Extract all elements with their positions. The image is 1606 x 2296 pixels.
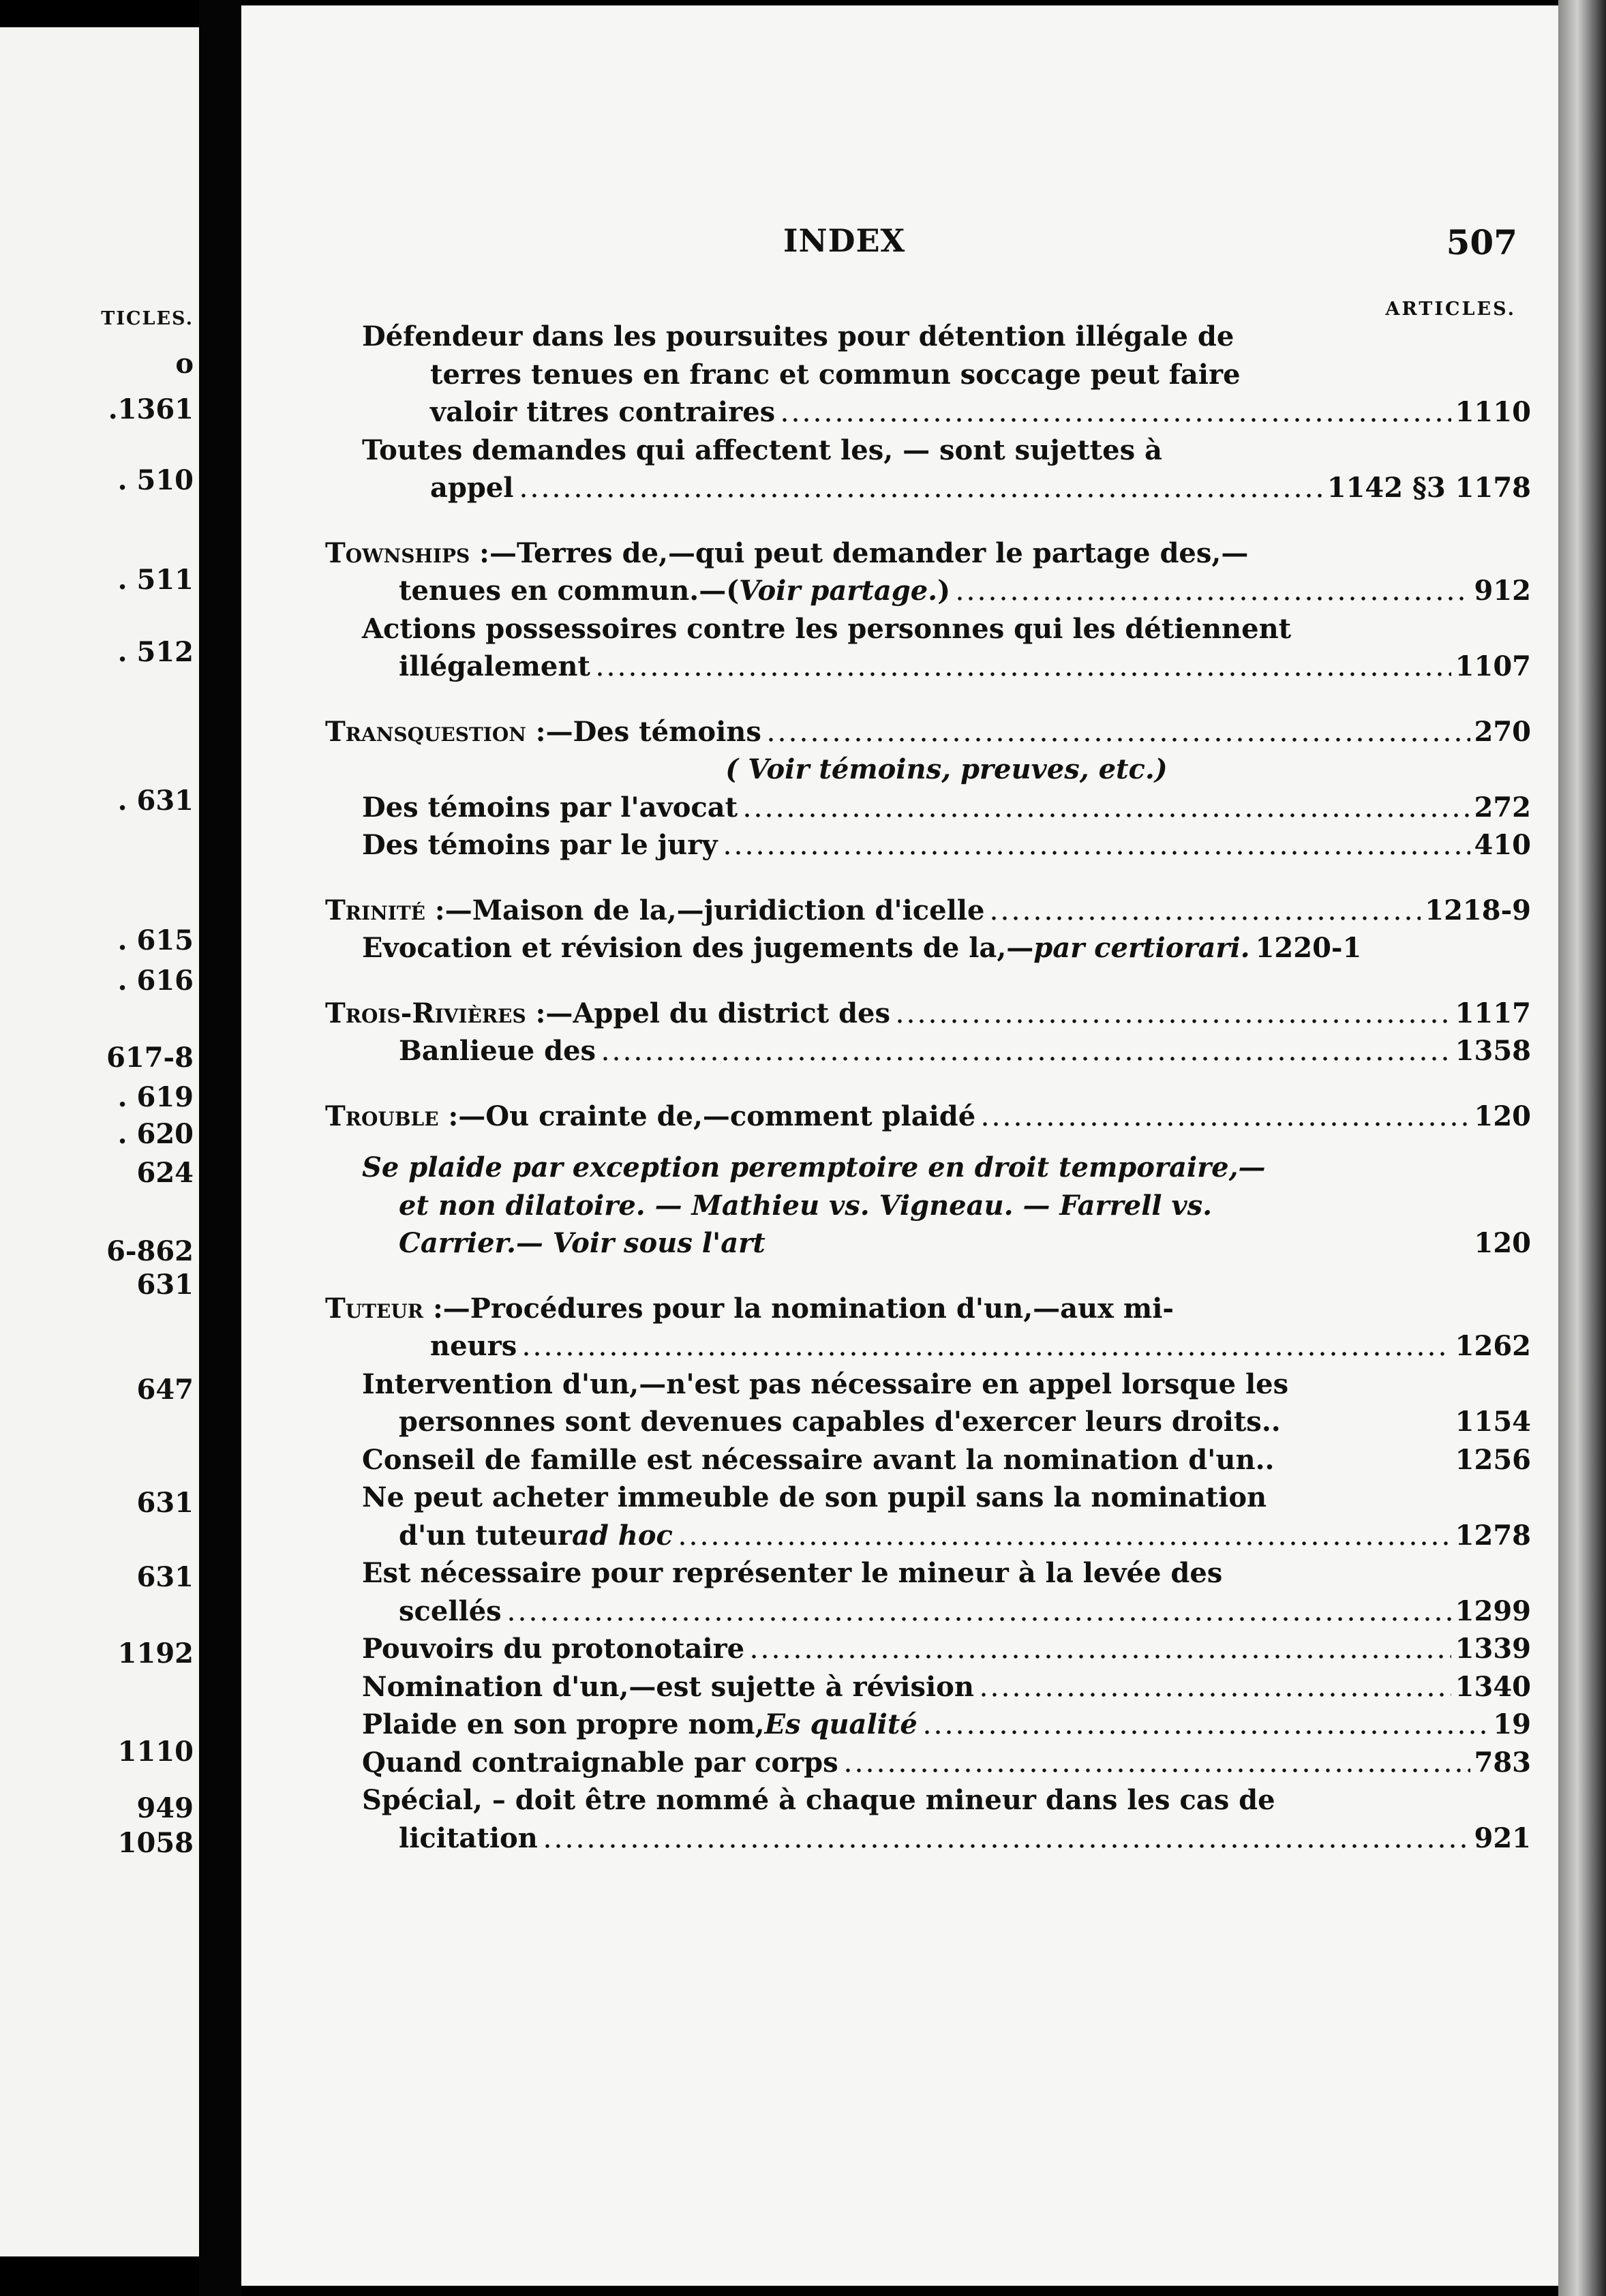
entry-text: appel xyxy=(430,472,514,504)
entry-text: Quand contraignable par corps xyxy=(362,1746,838,1779)
entry-text: neurs xyxy=(430,1330,517,1362)
entry-text: Pouvoirs du protonotaire xyxy=(362,1633,745,1665)
facing-page-number: . 510 xyxy=(117,464,194,496)
index-line xyxy=(362,610,1531,648)
leader-dots xyxy=(600,1036,1451,1063)
leader-dots xyxy=(980,1101,1470,1128)
article-number: 1218-9 xyxy=(1425,894,1531,926)
leader-dots xyxy=(742,792,1470,819)
index-line xyxy=(362,1187,1531,1225)
index-line xyxy=(362,1032,1531,1070)
index-line xyxy=(362,1149,1531,1187)
index-line xyxy=(362,1403,1531,1441)
cross-reference: Voir partage. xyxy=(739,575,938,607)
index-line xyxy=(325,995,1531,1033)
entry-text: Ne peut acheter immeuble de son pupil sans la nomination xyxy=(362,1481,1267,1513)
entry-text: Es qualité xyxy=(764,1708,918,1740)
entry-text: valoir titres contraires xyxy=(430,396,776,428)
article-number: 1358 xyxy=(1455,1035,1531,1067)
article-number: 270 xyxy=(1474,715,1531,748)
entry-text: —Des témoins xyxy=(545,715,761,748)
facing-page-number: .1361 xyxy=(108,393,194,425)
facing-page-number: 631 xyxy=(136,1561,194,1593)
entry-text: terres tenues en franc et commun soccage peut faire xyxy=(430,358,1241,391)
entry-heading: Transquestion : xyxy=(325,715,546,748)
entry-text: et non dilatoire. — Mathieu vs. Vigneau. — Farrell vs. xyxy=(399,1189,1213,1222)
index-line xyxy=(325,713,1531,751)
facing-page-number: 617-8 xyxy=(106,1042,194,1074)
entry-text: —Maison de la,—juridiction d'icelle xyxy=(444,894,985,926)
leader-dots xyxy=(521,1331,1451,1358)
index-line xyxy=(362,1517,1531,1555)
index-line xyxy=(362,1224,1531,1263)
entry-heading: Trois-Rivières : xyxy=(325,997,546,1029)
index-line xyxy=(362,572,1531,610)
entry-heading: Trouble : xyxy=(325,1100,459,1132)
index-line xyxy=(362,1441,1531,1479)
entry-text: Spécial, – doit être nommé à chaque mineur dans les cas de xyxy=(362,1784,1275,1816)
article-number: 1340 xyxy=(1455,1670,1531,1703)
index-line xyxy=(362,432,1531,470)
entry-text: Défendeur dans les poursuites pour détention illégale de xyxy=(362,320,1234,352)
leader-dots xyxy=(779,397,1451,424)
leader-dots xyxy=(922,1709,1489,1736)
index-page xyxy=(241,5,1558,2286)
entry-text: ) xyxy=(937,575,951,607)
entry-text: Est nécessaire pour représenter le mineur à la levée des xyxy=(362,1557,1223,1589)
article-number: 1154 xyxy=(1455,1406,1531,1438)
leader-dots xyxy=(506,1596,1451,1623)
index-line xyxy=(362,356,1531,394)
facing-page-number: 1110 xyxy=(117,1736,194,1768)
entry-text: licitation xyxy=(399,1822,538,1854)
index-line xyxy=(325,1098,1531,1136)
leader-dots xyxy=(542,1823,1470,1850)
entry-text: d'un tuteur xyxy=(399,1519,572,1552)
index-line xyxy=(325,1290,1531,1328)
entry-text: tenues en commun.—( xyxy=(399,575,740,607)
entry-text: Actions possessoires contre les personnes qui les détiennent xyxy=(362,612,1292,645)
leader-dots xyxy=(722,830,1470,857)
entry-text: par certiorari. xyxy=(1033,932,1250,964)
index-line xyxy=(362,1744,1531,1782)
index-line xyxy=(325,534,1531,573)
article-number: 1262 xyxy=(1455,1330,1531,1362)
facing-page-number: 631 xyxy=(136,1269,194,1301)
leader-dots xyxy=(766,716,1470,744)
index-line xyxy=(362,929,1531,967)
entry-text: Toutes demandes qui affectent les, — sont sujettes à xyxy=(362,434,1162,466)
leader-dots xyxy=(894,998,1451,1025)
index-line xyxy=(362,1630,1531,1668)
facing-page-number: . 620 xyxy=(117,1118,194,1150)
facing-page-number: o xyxy=(175,348,194,380)
leader-dots xyxy=(978,1672,1451,1699)
index-line xyxy=(325,892,1531,930)
running-title: INDEX xyxy=(783,222,906,259)
leader-dots xyxy=(988,895,1421,922)
entry-text: Nomination d'un,—est sujette à révision xyxy=(362,1670,974,1703)
leader-dots xyxy=(748,1633,1451,1661)
leader-dots xyxy=(594,651,1451,678)
entry-text: —Ou crainte de,—comment plaidé xyxy=(458,1100,976,1132)
facing-page-number: 624 xyxy=(136,1157,194,1189)
article-number: 410 xyxy=(1474,829,1531,861)
article-number: 19 xyxy=(1493,1708,1531,1740)
entry-text: —Terres de,—qui peut demander le partage des,— xyxy=(489,537,1249,569)
entry-text: —Procédures pour la nomination d'un,—aux mi- xyxy=(442,1292,1175,1325)
book-gutter xyxy=(199,0,241,2296)
article-number: 921 xyxy=(1474,1822,1531,1854)
entry-text: Evocation et révision des jugements de la,— xyxy=(362,932,1034,964)
facing-page-number: . 631 xyxy=(117,785,194,817)
index-line xyxy=(362,1781,1531,1819)
facing-page-number: 949 xyxy=(136,1792,194,1824)
article-number: 120 xyxy=(1474,1227,1531,1259)
entry-text: Conseil de famille est nécessaire avant la nomination d'un.. xyxy=(362,1443,1275,1476)
cross-reference: ( Voir témoins, preuves, etc.) xyxy=(725,753,1168,785)
entry-heading: Townships : xyxy=(325,537,489,569)
entry-text: Se plaide par exception peremptoire en droit temporaire,— xyxy=(362,1151,1266,1183)
facing-page-number: 6-862 xyxy=(106,1235,194,1267)
index-line xyxy=(362,393,1531,432)
leader-dots xyxy=(677,1520,1451,1547)
entry-text: ad hoc xyxy=(571,1519,673,1552)
article-number: 272 xyxy=(1474,791,1531,824)
index-line xyxy=(362,1592,1531,1631)
entry-text: —Appel du district des xyxy=(545,997,891,1029)
leader-dots xyxy=(843,1747,1470,1774)
article-number: 1117 xyxy=(1455,997,1531,1029)
facing-page-header: TICLES. xyxy=(101,308,194,329)
facing-page-number: . 619 xyxy=(117,1081,194,1113)
article-number: 1299 xyxy=(1455,1595,1531,1627)
index-line xyxy=(362,469,1531,507)
leader-dots xyxy=(954,575,1470,603)
page-edge xyxy=(1558,0,1606,2296)
index-line xyxy=(362,648,1531,686)
facing-page-number: . 512 xyxy=(117,636,194,668)
leader-dots xyxy=(518,472,1323,500)
article-number: 1142 §3 1178 xyxy=(1327,472,1531,504)
entry-text: Banlieue des xyxy=(399,1035,596,1067)
facing-page-number: 647 xyxy=(136,1374,194,1406)
facing-page-number: . 616 xyxy=(117,965,194,997)
article-number: 120 xyxy=(1474,1100,1531,1132)
index-line xyxy=(362,1365,1531,1404)
article-number: 912 xyxy=(1474,575,1531,607)
facing-page-number: 631 xyxy=(136,1487,194,1519)
facing-page-number: 1058 xyxy=(117,1827,194,1859)
entry-heading: Tuteur : xyxy=(325,1292,443,1325)
page-number: 507 xyxy=(1446,222,1517,262)
index-line xyxy=(362,1668,1531,1706)
facing-page-fragment xyxy=(0,27,199,2256)
article-number: 1220-1 xyxy=(1255,932,1362,964)
index-line xyxy=(362,1819,1531,1858)
index-line xyxy=(362,1479,1531,1517)
article-number: 1339 xyxy=(1455,1633,1531,1665)
index-line xyxy=(362,1706,1531,1744)
entry-heading: Trinité : xyxy=(325,894,445,926)
facing-page-number: . 615 xyxy=(117,924,194,956)
index-line xyxy=(362,751,1531,789)
facing-page-number: . 511 xyxy=(117,564,194,596)
entry-text: scellés xyxy=(399,1595,502,1627)
index-line xyxy=(362,1554,1531,1592)
entry-text: Intervention d'un,—n'est pas nécessaire en appel lorsque les xyxy=(362,1368,1289,1400)
index-line xyxy=(362,1327,1531,1365)
index-entries xyxy=(325,318,1531,1857)
article-number: 1256 xyxy=(1455,1443,1531,1476)
entry-text: Carrier.— Voir sous l'art xyxy=(399,1227,766,1259)
index-line xyxy=(362,789,1531,827)
entry-text: personnes sont devenues capables d'exercer leurs droits.. xyxy=(399,1406,1281,1438)
article-number: 1110 xyxy=(1455,396,1531,428)
entry-text: Des témoins par le jury xyxy=(362,829,718,861)
index-line xyxy=(362,318,1531,356)
article-number: 1278 xyxy=(1455,1519,1531,1552)
facing-page-number: 1192 xyxy=(117,1637,194,1670)
entry-text: Des témoins par l'avocat xyxy=(362,791,738,824)
article-number: 783 xyxy=(1474,1746,1531,1779)
article-number: 1107 xyxy=(1455,650,1531,682)
entry-text: Plaide en son propre nom, xyxy=(362,1708,765,1740)
index-line xyxy=(362,826,1531,864)
articles-column-label: ARTICLES. xyxy=(1385,299,1516,320)
entry-text: illégalement xyxy=(399,650,590,682)
